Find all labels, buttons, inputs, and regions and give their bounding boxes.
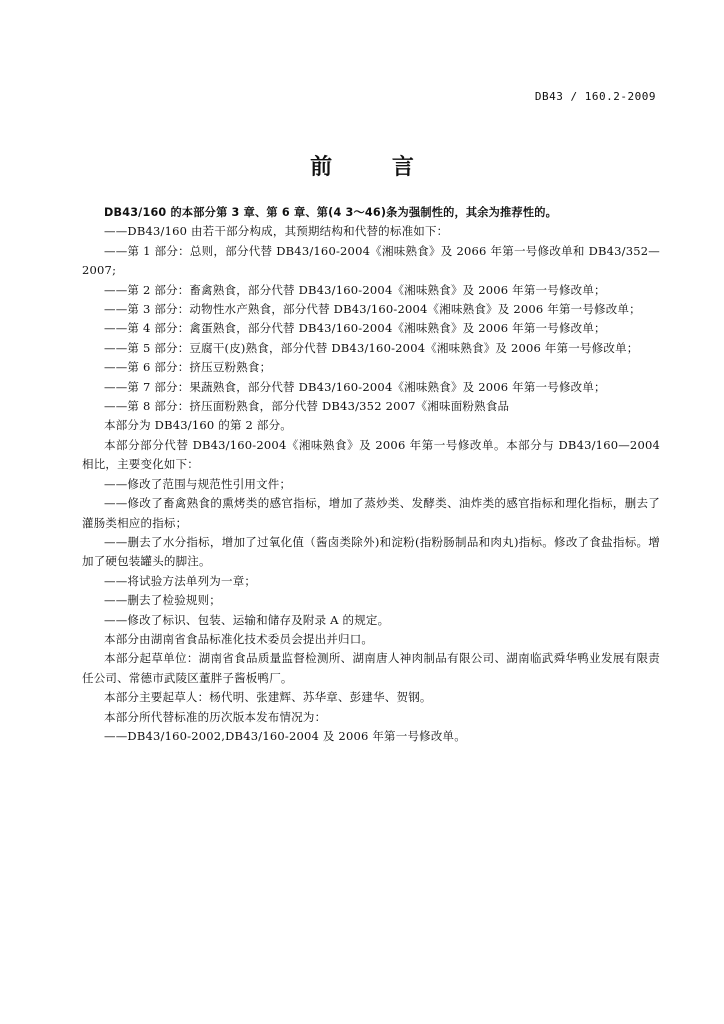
list-item: ——第 4 部分：禽蛋熟食，部分代替 DB43/160-2004《湘味熟食》及 2006 年第一号修改单； <box>104 321 606 336</box>
list-item: ——第 6 部分：挤压豆粉熟食； <box>104 360 272 375</box>
list-item: ——将试验方法单列为一章； <box>104 573 257 588</box>
standard-code: DB43 / 160.2-2009 <box>534 90 656 103</box>
document-body <box>82 203 660 746</box>
paragraph: ——DB43/160 由若干部分构成，其预期结构和代替的标准如下： <box>104 224 449 239</box>
list-item: ——第 3 部分：动物性水产熟食，部分代替 DB43/160-2004《湘味熟食》及 2006 年第一号修改单； <box>104 302 641 317</box>
list-item: ——第 1 部分：总则，部分代替 DB43/160-2004《湘味熟食》及 2066 年第一号修改单和 DB43/352—2007; <box>82 243 660 278</box>
paragraph: 本部分部分代替 DB43/160-2004《湘味熟食》及 2006 年第一号修改单。本部分与 DB43/160—2004 相比，主要变化如下： <box>82 437 660 472</box>
paragraph: 本部分主要起草人：杨代明、张建辉、苏华章、彭建华、贺钢。 <box>104 690 432 705</box>
list-item: ——第 7 部分：果蔬熟食，部分代替 DB43/160-2004《湘味熟食》及 2006 年第一号修改单； <box>104 379 606 394</box>
list-item: ——修改了标识、包装、运输和储存及附录 A 的规定。 <box>104 612 390 627</box>
list-item: ——删去了检验规则； <box>104 593 221 608</box>
paragraph: 本部分为 DB43/160 的第 2 部分。 <box>104 418 292 433</box>
paragraph: 本部分所代替标准的历次版本发布情况为： <box>104 709 327 724</box>
list-item: ——第 8 部分：挤压面粉熟食，部分代替 DB43/352 2007《湘味面粉熟食品 <box>104 399 510 414</box>
list-item: ——修改了畜禽熟食的熏烤类的感官指标，增加了蒸炒类、发酵类、油炸类的感官指标和理化指标，删去了灌肠类相应的指标； <box>82 496 660 530</box>
list-item: ——修改了范围与规范性引用文件； <box>104 476 292 491</box>
mandatory-clause-note: DB43/160 的本部分第 3 章、第 6 章、第(4 3～46)条为强制性的，其余为推荐性的。 <box>104 206 557 219</box>
list-item: ——删去了水分指标，增加了过氧化值（酱卤类除外)和淀粉(指粉肠制品和肉丸)指标。修改了食盐指标。增加了硬包装罐头的脚注。 <box>82 534 660 569</box>
list-item: ——第 2 部分：畜禽熟食，部分代替 DB43/160-2004《湘味熟食》及 2006 年第一号修改单； <box>104 282 606 297</box>
paragraph: 本部分起草单位：湖南省食品质量监督检测所、湖南唐人神肉制品有限公司、湖南临武舜华鸭业发展有限责任公司、常德市武陵区董胖子酱板鸭厂。 <box>82 651 660 685</box>
page-title: 前 言 <box>310 155 440 180</box>
list-item: ——第 5 部分：豆腐干(皮)熟食，部分代替 DB43/160-2004《湘味熟食》及 2006 年第一号修改单； <box>104 340 639 355</box>
paragraph: 本部分由湖南省食品标准化技术委员会提出并归口。 <box>104 631 374 646</box>
list-item: ——DB43/160-2002,DB43/160-2004 及 2006 年第一号修改单。 <box>104 728 466 743</box>
